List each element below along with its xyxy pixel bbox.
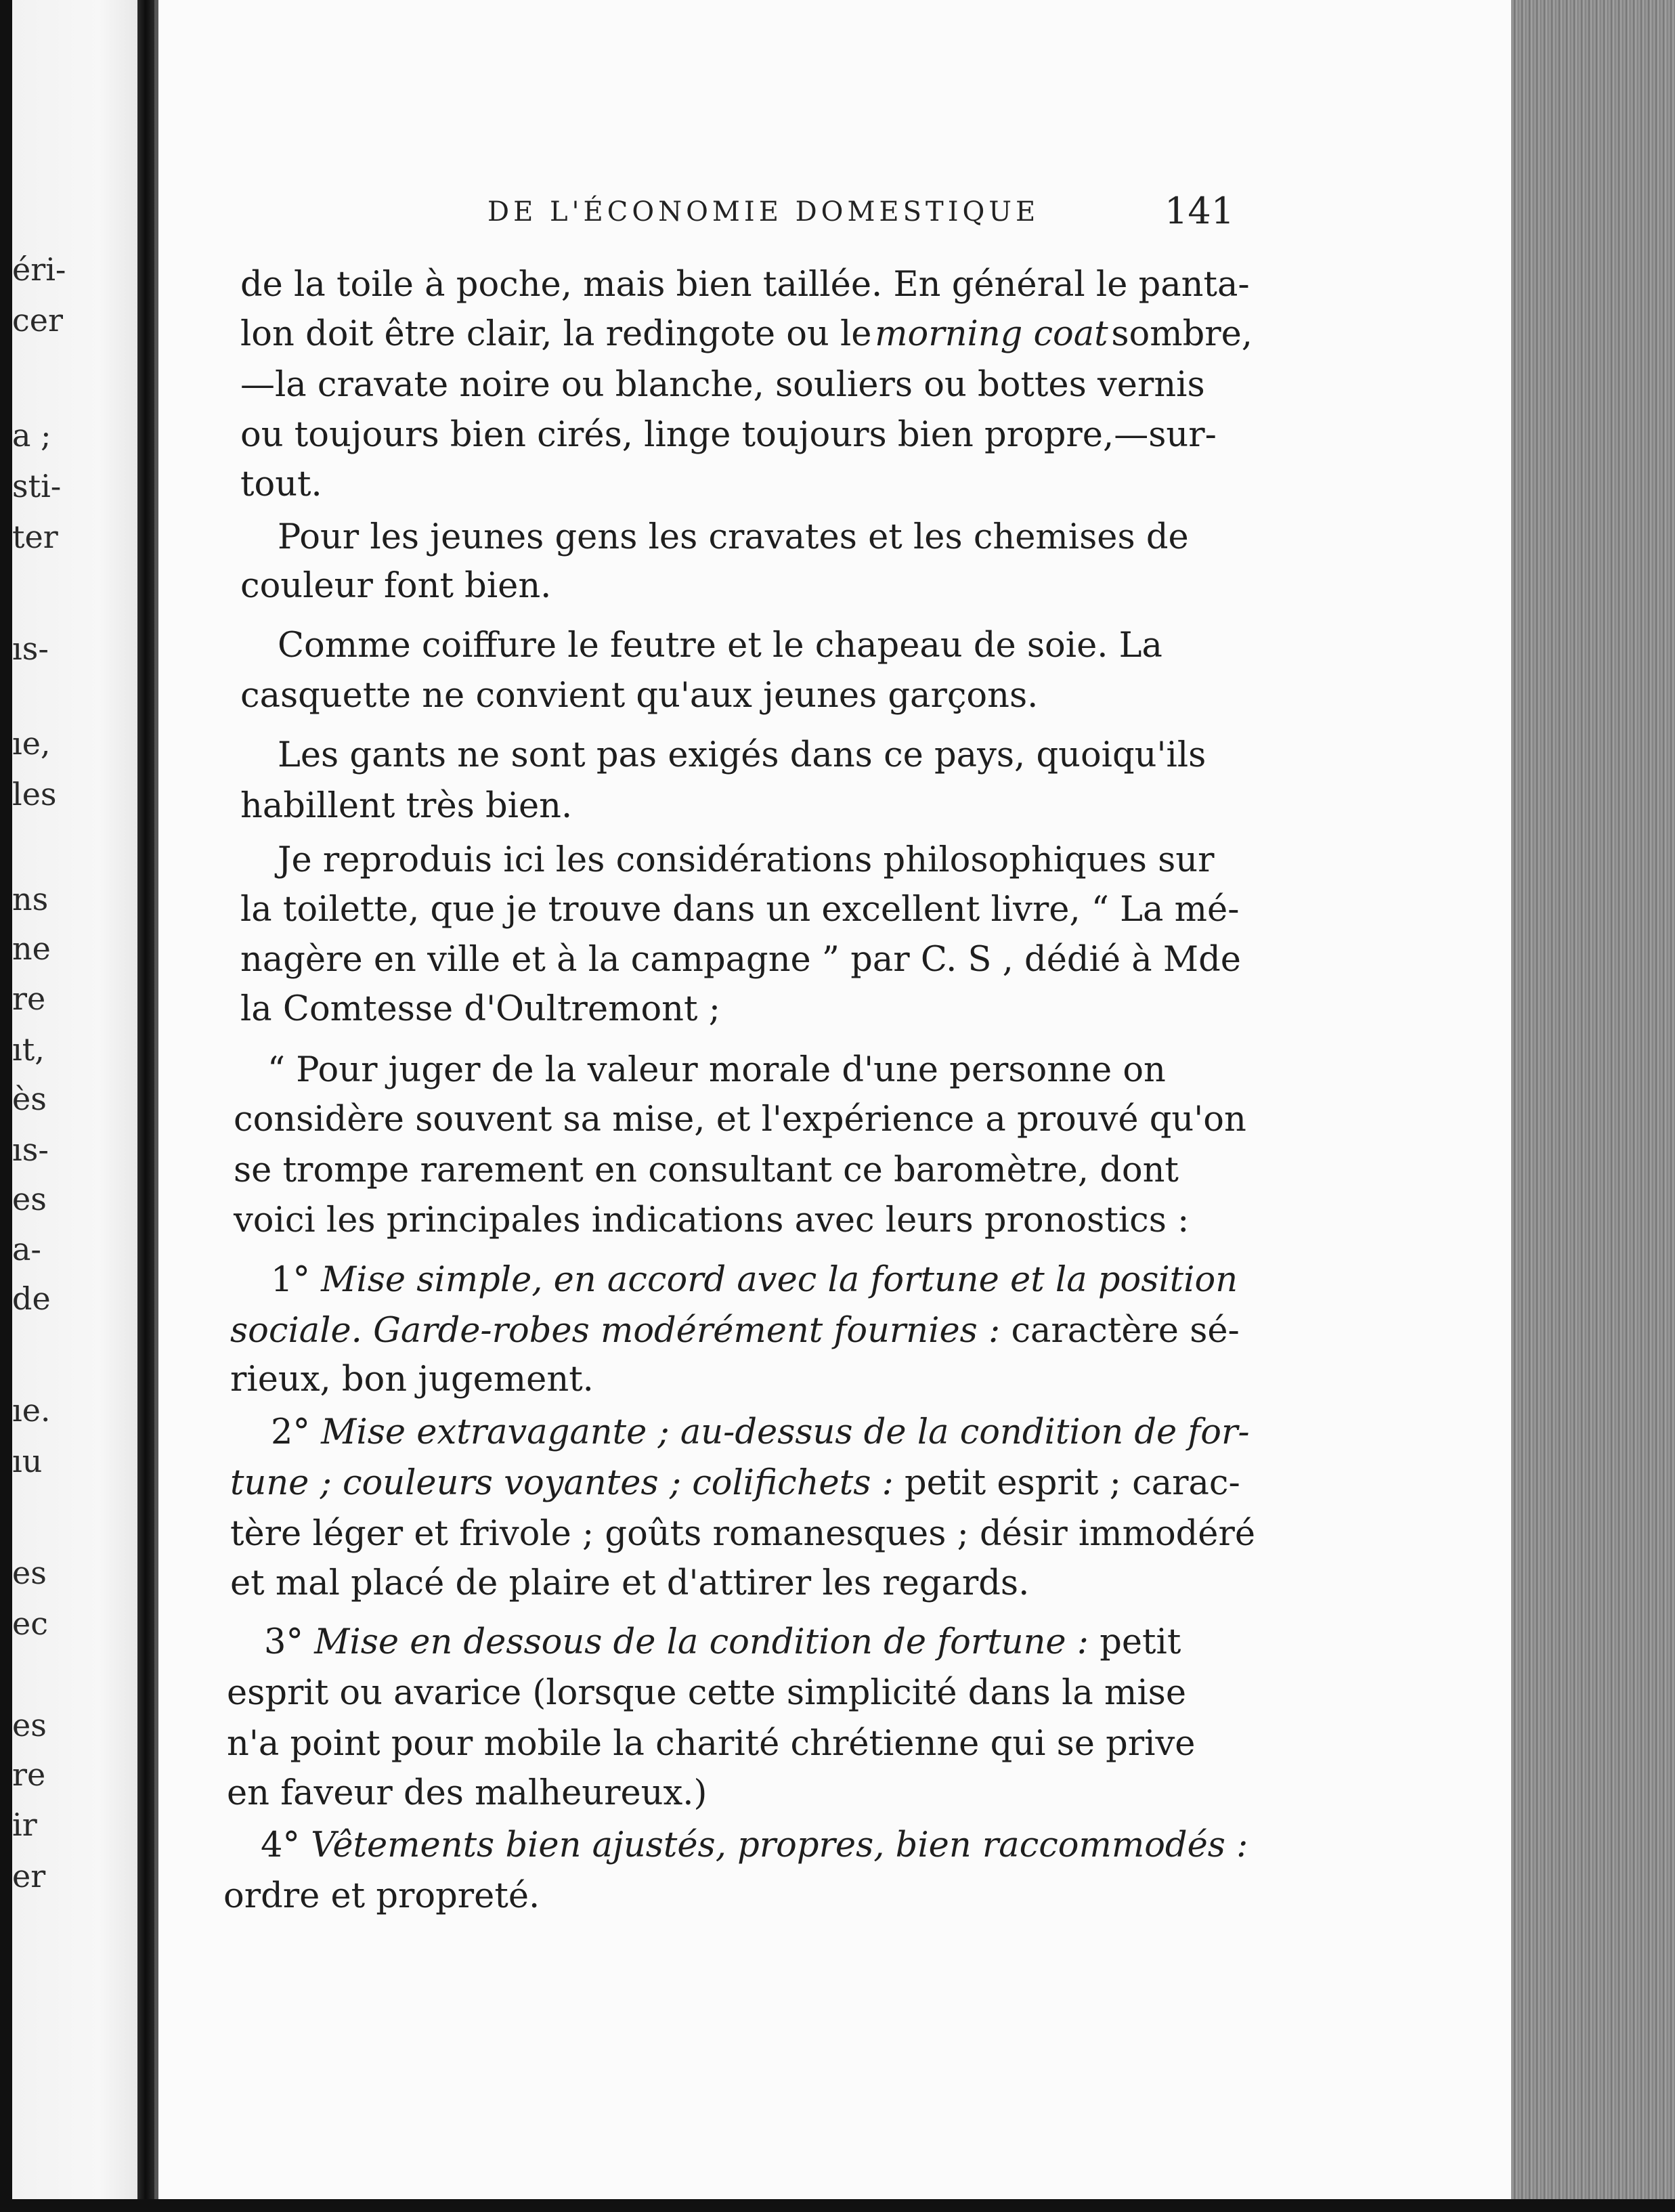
prev-page-fragment: a-	[12, 1231, 41, 1267]
prev-page-fragment: ec	[12, 1605, 48, 1642]
text-line	[271, 1412, 1250, 1452]
text-line: n'a point pour mobile la charité chrétienne qui se prive	[227, 1724, 1196, 1764]
prev-page-fragment: ıu	[12, 1443, 43, 1479]
italic-phrase: Mise en dessous de la condition de fortune :	[314, 1622, 1089, 1662]
prev-page-fragment: cer	[12, 302, 63, 339]
running-head: DE L'ÉCONOMIE DOMESTIQUE	[487, 196, 1040, 227]
prev-page-fragment: er	[12, 1858, 46, 1894]
text-line: ou toujours bien cirés, linge toujours bien propre,—sur-	[240, 415, 1217, 455]
text-line: se trompe rarement en consultant ce baromètre, dont	[234, 1150, 1179, 1190]
prev-page-fragment: ir	[12, 1806, 37, 1843]
scan-bottom-border	[0, 2199, 1675, 2212]
text-line	[261, 1825, 1248, 1865]
text-line: habillent très bien.	[240, 786, 573, 826]
text-span: petit	[1100, 1622, 1181, 1662]
text-line: en faveur des malheureux.)	[227, 1773, 708, 1813]
text-line: casquette ne convient qu'aux jeunes garçons.	[240, 676, 1039, 716]
page-number: 141	[1165, 190, 1235, 232]
text-line: de la toile à poche, mais bien taillée. En général le panta-	[240, 265, 1250, 305]
italic-phrase: Mise simple, en accord avec la fortune et la position	[321, 1260, 1238, 1300]
text-line: tout.	[240, 464, 322, 504]
italic-phrase: Mise extravagante ; au-dessus de la condition de for-	[321, 1412, 1250, 1452]
scan-left-border	[0, 0, 12, 2212]
list-number: 3°	[264, 1622, 303, 1662]
previous-page-edge	[12, 0, 137, 2212]
text-line: esprit ou avarice (lorsque cette simplicité dans la mise	[227, 1673, 1187, 1713]
text-span: caractère sé-	[1011, 1311, 1240, 1351]
prev-page-fragment: les	[12, 776, 57, 812]
prev-page-fragment: es	[12, 1181, 47, 1217]
prev-page-fragment: ıs-	[12, 630, 49, 667]
text-line	[240, 314, 1253, 354]
prev-page-fragment: sti-	[12, 468, 62, 504]
text-line: “ Pour juger de la valeur morale d'une personne on	[267, 1050, 1166, 1090]
prev-page-fragment: ıe,	[12, 725, 51, 762]
text-line: nagère en ville et à la campagne ” par C. S , dédié à Mde	[240, 940, 1241, 980]
list-number: 2°	[271, 1412, 310, 1452]
text-line: considère souvent sa mise, et l'expérience a prouvé qu'on	[234, 1100, 1246, 1140]
italic-phrase: Vêtements bien ajustés, propres, bien raccommodés :	[311, 1825, 1248, 1865]
text-line	[264, 1622, 1181, 1662]
text-line	[271, 1260, 1238, 1300]
text-span: lon doit être clair, la redingote ou le	[240, 314, 872, 354]
prev-page-fragment: re	[12, 1756, 46, 1793]
prev-page-fragment: re	[12, 980, 46, 1017]
prev-page-fragment: es	[12, 1707, 47, 1743]
text-span: sombre,	[1111, 314, 1253, 354]
prev-page-fragment: ıs-	[12, 1131, 49, 1168]
text-line: rieux, bon jugement.	[230, 1360, 594, 1400]
text-line: tère léger et frivole ; goûts romanesques ; désir immodéré	[230, 1514, 1256, 1554]
text-span: petit esprit ; carac-	[905, 1463, 1240, 1503]
text-line: et mal placé de plaire et d'attirer les regards.	[230, 1563, 1030, 1603]
text-line: Je reproduis ici les considérations philosophiques sur	[278, 840, 1215, 880]
list-number: 4°	[261, 1825, 300, 1865]
text-line: voici les principales indications avec leurs pronostics :	[234, 1200, 1190, 1240]
italic-phrase: tune ; couleurs voyantes ; colifichets :	[230, 1463, 894, 1503]
text-line: Les gants ne sont pas exigés dans ce pays, quoiqu'ils	[278, 735, 1206, 775]
text-line: Comme coiffure le feutre et le chapeau de soie. La	[278, 626, 1162, 666]
text-line: la toilette, que je trouve dans un excellent livre, “ La mé-	[240, 890, 1240, 930]
text-line: Pour les jeunes gens les cravates et les chemises de	[278, 517, 1189, 557]
prev-page-fragment: ns	[12, 881, 49, 917]
text-line: couleur font bien.	[240, 566, 552, 606]
list-number: 1°	[271, 1260, 310, 1300]
prev-page-fragment: ne	[12, 930, 51, 967]
text-line: —la cravate noire ou blanche, souliers ou bottes vernis	[240, 365, 1205, 405]
prev-page-fragment: es	[12, 1555, 47, 1591]
book-page-edges	[1511, 0, 1675, 2212]
prev-page-fragment: éri-	[12, 251, 66, 288]
prev-page-fragment: de	[12, 1280, 51, 1317]
prev-page-fragment: ıt,	[12, 1031, 45, 1068]
text-line	[230, 1463, 1240, 1503]
prev-page-fragment: ıe.	[12, 1392, 51, 1429]
prev-page-fragment: a ;	[12, 417, 51, 454]
text-line: la Comtesse d'Oultremont ;	[240, 989, 720, 1029]
prev-page-fragment: ter	[12, 519, 58, 555]
italic-phrase: sociale. Garde-robes modérément fournies :	[230, 1311, 1001, 1351]
italic-phrase: morning coat	[875, 314, 1108, 354]
text-line	[230, 1311, 1240, 1351]
prev-page-fragment: ès	[12, 1081, 47, 1117]
text-line: ordre et propreté.	[223, 1876, 540, 1916]
